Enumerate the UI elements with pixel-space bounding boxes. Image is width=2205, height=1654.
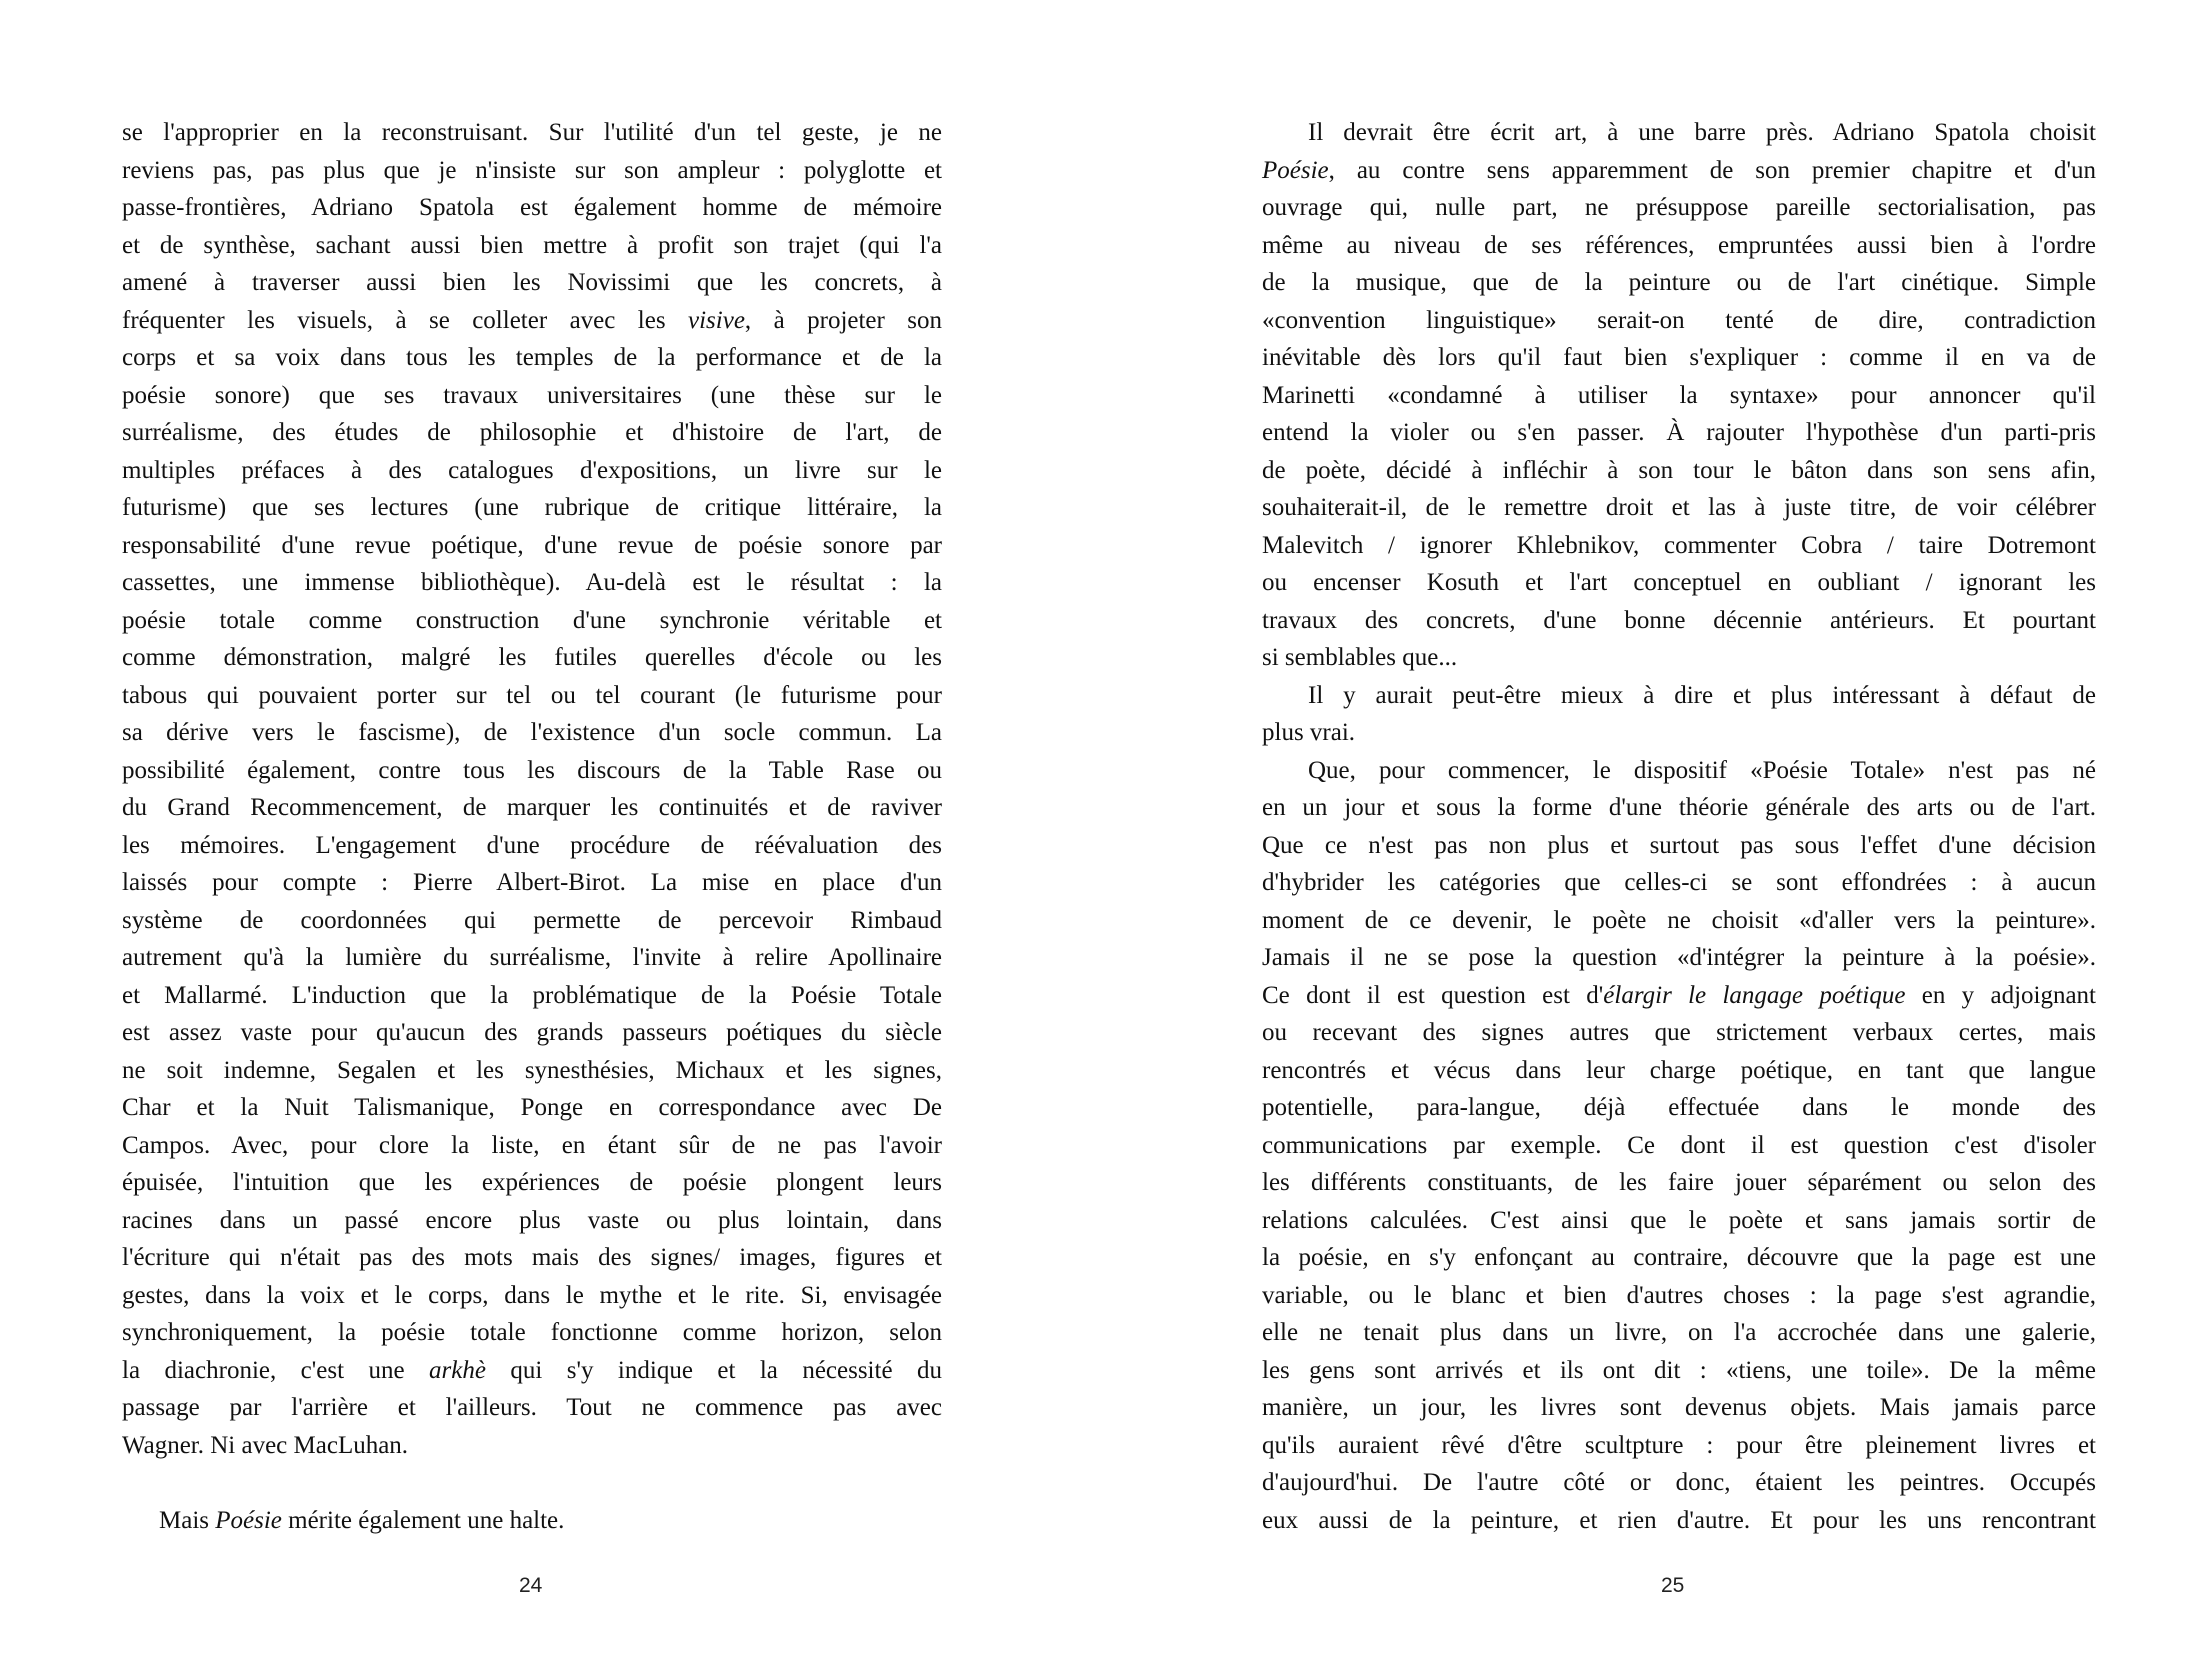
text-line <box>122 227 942 265</box>
text-line <box>122 339 942 377</box>
text-run: , à projeter son <box>744 306 943 334</box>
text-line <box>1262 1202 2096 1240</box>
text-run: laissés pour compte : Pierre Albert-Birot. La mise en place d'un <box>122 869 942 896</box>
text-line <box>1262 902 2096 940</box>
text-line <box>122 527 942 565</box>
text-line <box>1262 1014 2096 1052</box>
text-line <box>1262 864 2096 902</box>
text-line <box>1262 939 2096 977</box>
text-run: l'écriture qui n'était pas des mots mais des signes/ images, figures et <box>122 1244 942 1271</box>
text-run: ou encenser Kosuth et l'art conceptuel en oubliant / ignorant les <box>1262 569 2096 596</box>
text-run: plus vrai. <box>1262 719 1356 746</box>
left-page-text <box>122 114 942 1539</box>
text-run: en y adjoignant <box>1905 981 2096 1009</box>
text-line <box>1262 1277 2096 1315</box>
text-run: racines dans un passé encore plus vaste ou plus lointain, dans <box>122 1206 942 1234</box>
text-run: autrement qu'à la lumière du surréalisme, l'invite à relire Apollinaire <box>122 944 942 971</box>
text-line <box>1262 489 2096 527</box>
text-run: de la musique, que de la peinture ou de l'art cinétique. Simple <box>1262 269 2096 296</box>
text-run: elle ne tenait plus dans un livre, on l'a accrochée dans une galerie, <box>1262 1319 2096 1346</box>
text-run: communications par exemple. Ce dont il est question c'est d'isoler <box>1262 1131 2096 1159</box>
text-run: poésie totale comme construction d'une synchronie véritable et <box>122 606 942 634</box>
text-line <box>1262 677 2096 715</box>
text-line <box>122 752 942 790</box>
text-run: Marinetti «condamné à utiliser la syntaxe» pour annoncer qu'il <box>1262 381 2096 409</box>
text-line <box>1262 977 2096 1015</box>
text-line <box>1262 639 2096 677</box>
text-line <box>122 1239 942 1277</box>
text-run: futurisme) que ses lectures (une rubrique de critique littéraire, la <box>122 494 942 521</box>
text-line <box>1262 414 2096 452</box>
text-run: sa dérive vers le fascisme), de l'existence d'un socle commun. La <box>122 719 942 746</box>
text-run: comme démonstration, malgré les futiles querelles d'école ou les <box>122 644 942 671</box>
text-line <box>1262 527 2096 565</box>
text-run: Mais <box>159 1506 216 1534</box>
text-line <box>122 1089 942 1127</box>
text-run: ne soit indemne, Segalen et les synesthésies, Michaux et les signes, <box>122 1056 942 1084</box>
text-run: mérite également une halte. <box>281 1506 565 1534</box>
text-run: et de synthèse, sachant aussi bien mettre à profit son trajet (qui l'a <box>122 231 942 259</box>
text-run: d'hybrider les catégories que celles-ci se sont effondrées : à aucun <box>1262 869 2096 896</box>
text-run: passe-frontières, Adriano Spatola est également homme de mémoire <box>122 194 942 221</box>
page-number: 25 <box>1661 1574 1685 1597</box>
text-run: travaux des concrets, d'une bonne décennie antérieurs. Et pourtant <box>1262 606 2096 634</box>
text-run: surréalisme, des études de philosophie et d'histoire de l'art, de <box>122 419 942 446</box>
text-run: passage par l'arrière et l'ailleurs. Tout ne commence pas avec <box>122 1394 942 1421</box>
italic-text: élargir le langage poétique <box>1603 981 1906 1009</box>
text-line <box>122 1502 942 1540</box>
text-run: la diachronie, c'est une <box>122 1356 430 1384</box>
text-line <box>1262 264 2096 302</box>
text-run: variable, ou le blanc et bien d'autres choses : la page s'est agrandie, <box>1262 1281 2096 1309</box>
text-line <box>122 452 942 490</box>
text-line <box>1262 1239 2096 1277</box>
text-line <box>1262 1464 2096 1502</box>
text-line <box>122 377 942 415</box>
text-line <box>122 114 942 152</box>
text-line <box>122 1352 942 1390</box>
text-run: Malevitch / ignorer Khlebnikov, commenter Cobra / taire Dotremont <box>1262 531 2096 559</box>
text-line <box>122 264 942 302</box>
text-run: Jamais il ne se pose la question «d'intégrer la peinture à la poésie». <box>1262 944 2096 971</box>
text-line <box>122 677 942 715</box>
text-run: Char et la Nuit Talismanique, Ponge en correspondance avec De <box>122 1094 942 1121</box>
text-line <box>122 189 942 227</box>
text-line <box>122 1164 942 1202</box>
text-line <box>1262 152 2096 190</box>
text-run: rencontrés et vécus dans leur charge poétique, en tant que langue <box>1262 1056 2096 1084</box>
text-run: ouvrage qui, nulle part, ne présuppose pareille sectorialisation, pas <box>1262 194 2096 221</box>
text-line <box>122 1389 942 1427</box>
text-run: système de coordonnées qui permette de percevoir Rimbaud <box>122 906 942 934</box>
text-run: synchroniquement, la poésie totale fonctionne comme horizon, selon <box>122 1319 942 1346</box>
text-line <box>122 864 942 902</box>
text-run: Il devrait être écrit art, à une barre près. Adriano Spatola choisit <box>1308 119 2096 146</box>
text-run: «convention linguistique» serait-on tenté de dire, contradiction <box>1262 306 2096 334</box>
text-run: les gens sont arrivés et ils ont dit : «tiens, une toile». De la même <box>1262 1356 2096 1384</box>
text-line <box>1262 1352 2096 1390</box>
text-line <box>122 1127 942 1165</box>
text-line <box>122 302 942 340</box>
text-line <box>122 1202 942 1240</box>
text-line <box>1262 714 2096 752</box>
italic-text: arkhè <box>429 1356 486 1384</box>
text-line <box>122 564 942 602</box>
text-run: de poète, décidé à infléchir à son tour le bâton dans son sens afin, <box>1262 456 2096 484</box>
text-run: si semblables que... <box>1262 644 1458 671</box>
text-run: inévitable dès lors qu'il faut bien s'expliquer : comme il en va de <box>1262 344 2096 371</box>
text-line <box>1262 1164 2096 1202</box>
text-line <box>1262 302 2096 340</box>
text-run: la poésie, en s'y enfonçant au contraire, découvre que la page est une <box>1262 1244 2096 1271</box>
text-line <box>1262 1089 2096 1127</box>
text-line <box>122 602 942 640</box>
text-run: manière, un jour, les livres sont devenus objets. Mais jamais parce <box>1262 1394 2096 1421</box>
text-run: en un jour et sous la forme d'une théorie générale des arts ou de l'art. <box>1262 794 2096 821</box>
text-run: du Grand Recommencement, de marquer les continuités et de raviver <box>122 794 942 821</box>
text-line <box>122 977 942 1015</box>
text-run: poésie sonore) que ses travaux universitaires (une thèse sur le <box>122 381 942 409</box>
right-page-text <box>1262 114 2096 1539</box>
text-run: qu'ils auraient rêvé d'être scultpture : pour être pleinement livres et <box>1262 1431 2096 1459</box>
text-line <box>1262 377 2096 415</box>
text-run: les différents constituants, de les faire jouer séparément ou selon des <box>1262 1169 2096 1196</box>
text-line <box>1262 827 2096 865</box>
text-line <box>1262 189 2096 227</box>
text-run: est assez vaste pour qu'aucun des grands passeurs poétiques du siècle <box>122 1019 942 1046</box>
text-line <box>122 827 942 865</box>
text-run: souhaiterait-il, de le remettre droit et las à juste titre, de voir célébrer <box>1262 494 2096 521</box>
text-run: Wagner. Ni avec MacLuhan. <box>122 1431 409 1459</box>
text-run: responsabilité d'une revue poétique, d'une revue de poésie sonore par <box>122 531 942 559</box>
text-run: corps et sa voix dans tous les temples de la performance et de la <box>122 344 942 371</box>
italic-text: visive <box>688 306 745 334</box>
italic-text: Poésie <box>215 1506 282 1534</box>
text-run: relations calculées. C'est ainsi que le poète et sans jamais sortir de <box>1262 1206 2096 1234</box>
left-page <box>0 0 1102 1654</box>
text-run: Il y aurait peut-être mieux à dire et plus intéressant à défaut de <box>1308 681 2096 709</box>
text-line <box>1262 452 2096 490</box>
text-run: qui s'y indique et la nécessité du <box>485 1356 942 1384</box>
text-run: reviens pas, pas plus que je n'insiste sur son ampleur : polyglotte et <box>122 156 942 184</box>
italic-text: Poésie <box>1262 156 1329 184</box>
text-run: amené à traverser aussi bien les Novissimi que les concrets, à <box>122 269 942 296</box>
text-line <box>122 902 942 940</box>
text-run: eux aussi de la peinture, et rien d'autre. Et pour les uns rencontrant <box>1262 1506 2096 1534</box>
text-run: , au contre sens apparemment de son premier chapitre et d'un <box>1328 156 2096 184</box>
text-line <box>122 939 942 977</box>
text-run: multiples préfaces à des catalogues d'expositions, un livre sur le <box>122 456 942 484</box>
text-run: épuisée, l'intuition que les expériences de poésie plongent leurs <box>122 1169 942 1196</box>
text-line <box>122 714 942 752</box>
text-run: même au niveau de ses références, empruntées aussi bien à l'ordre <box>1262 231 2096 259</box>
text-line <box>122 489 942 527</box>
text-run: et Mallarmé. L'induction que la problématique de la Poésie Totale <box>122 981 942 1009</box>
text-run: Que, pour commencer, le dispositif «Poésie Totale» n'est pas né <box>1308 756 2096 784</box>
text-line <box>1262 1314 2096 1352</box>
text-line <box>122 1052 942 1090</box>
text-line <box>122 1277 942 1315</box>
text-line <box>1262 564 2096 602</box>
text-line <box>122 1427 942 1465</box>
text-line <box>1262 227 2096 265</box>
text-line <box>1262 1502 2096 1540</box>
text-run: tabous qui pouvaient porter sur tel ou tel courant (le futurisme pour <box>122 681 942 709</box>
text-line <box>1262 1127 2096 1165</box>
text-run: Ce dont il est question est d' <box>1262 981 1604 1009</box>
text-line <box>122 1314 942 1352</box>
text-run: moment de ce devenir, le poète ne choisit «d'aller vers la peinture». <box>1262 906 2096 934</box>
text-line <box>122 789 942 827</box>
text-run: cassettes, une immense bibliothèque). Au-delà est le résultat : la <box>122 569 942 596</box>
text-run: fréquenter les visuels, à se colleter avec les <box>122 306 688 334</box>
text-line <box>122 152 942 190</box>
text-run: les mémoires. L'engagement d'une procédure de réévaluation des <box>122 831 942 859</box>
text-line <box>122 639 942 677</box>
text-run: Campos. Avec, pour clore la liste, en étant sûr de ne pas l'avoir <box>122 1131 942 1159</box>
text-line <box>1262 752 2096 790</box>
text-run: gestes, dans la voix et le corps, dans le mythe et le rite. Si, envisagée <box>122 1281 942 1309</box>
text-run: ou recevant des signes autres que strictement verbaux certes, mais <box>1262 1019 2096 1046</box>
text-line <box>1262 1052 2096 1090</box>
text-run: possibilité également, contre tous les discours de la Table Rase ou <box>122 756 942 784</box>
text-line <box>122 1014 942 1052</box>
text-run: d'aujourd'hui. De l'autre côté or donc, étaient les peintres. Occupés <box>1262 1469 2096 1496</box>
text-run: se l'approprier en la reconstruisant. Sur l'utilité d'un tel geste, je ne <box>122 119 942 146</box>
text-run: entend la violer ou s'en passer. À rajouter l'hypothèse d'un parti-pris <box>1262 419 2096 446</box>
text-line <box>1262 114 2096 152</box>
text-run: potentielle, para-langue, déjà effectuée dans le monde des <box>1262 1094 2096 1121</box>
text-line <box>1262 1427 2096 1465</box>
right-page <box>1102 0 2205 1654</box>
text-run: Que ce n'est pas non plus et surtout pas sous l'effet d'une décision <box>1262 831 2096 859</box>
text-line <box>122 414 942 452</box>
text-line <box>1262 1389 2096 1427</box>
page-number: 24 <box>519 1574 543 1597</box>
text-line <box>1262 339 2096 377</box>
text-line <box>1262 602 2096 640</box>
text-line <box>1262 789 2096 827</box>
